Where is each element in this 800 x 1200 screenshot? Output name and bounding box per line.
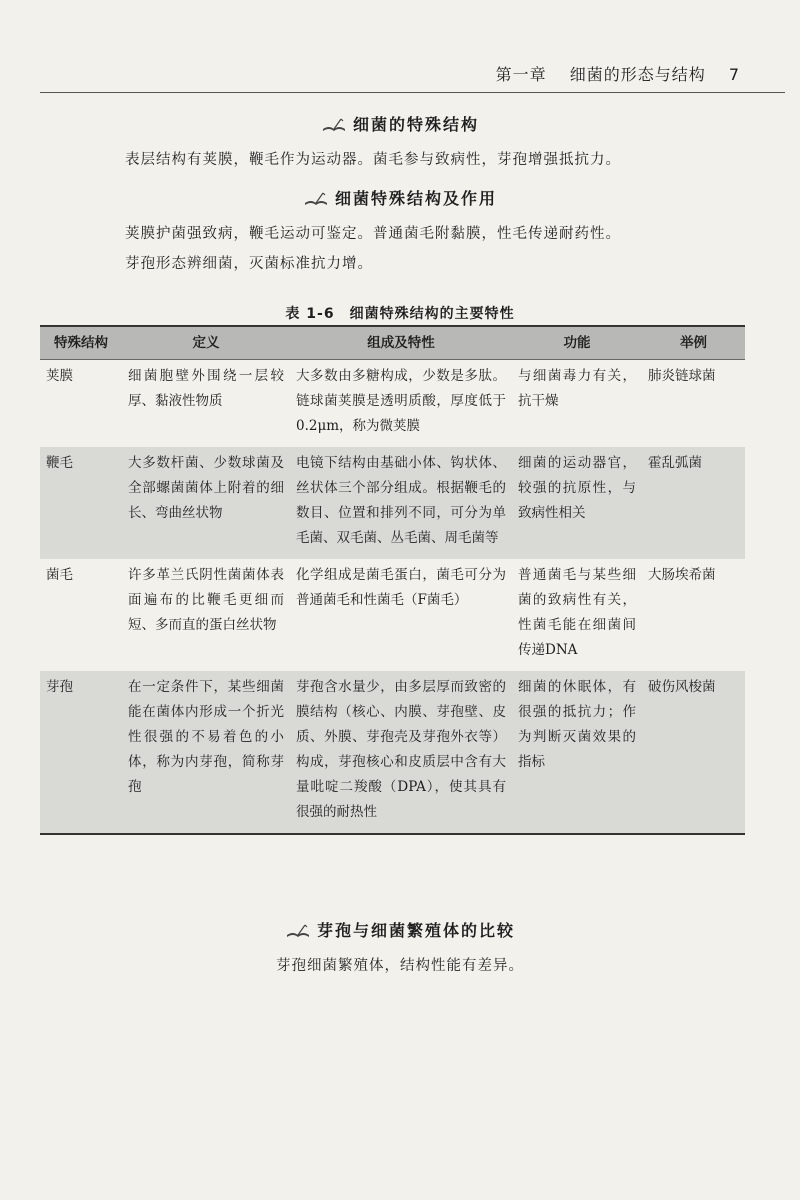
table-cell: 荚膜 bbox=[46, 368, 73, 384]
column-header: 特殊结构 bbox=[40, 326, 122, 360]
table-cell: 大多数杆菌、少数球菌及全部螺菌菌体上附着的细长、弯曲丝状物 bbox=[122, 447, 290, 559]
table-cell: 芽孢 bbox=[40, 671, 122, 834]
table-cell: 普通菌毛与某些细菌的致病性有关，性菌毛能在细菌间传递DNA bbox=[518, 567, 636, 658]
table-cell: 与细菌毒力有关，抗干燥 bbox=[518, 368, 636, 409]
column-header: 举例 bbox=[642, 326, 745, 360]
table-caption: 表 1-6 细菌特殊结构的主要特性 bbox=[285, 306, 515, 322]
page-header bbox=[40, 62, 740, 85]
table-cell: 电镜下结构由基础小体、钩状体、丝状体三个部分组成。根据鞭毛的数目、位置和排列不同，可分为单毛菌、双毛菌、丛毛菌、周毛菌等 bbox=[290, 447, 512, 559]
table-cell: 大多数由多糖构成，少数是多肽。链球菌荚膜是透明质酸，厚度低于0.2μm，称为微荚膜 bbox=[296, 368, 506, 434]
column-header: 功能 bbox=[512, 326, 642, 360]
table-cell: 细菌的休眠体，有很强的抵抗力；作为判断灭菌效果的指标 bbox=[512, 671, 642, 834]
table-cell: 芽孢含水量少，由多层厚而致密的膜结构（核心、内膜、芽孢壁、皮质、外膜、芽孢壳及芽孢外衣等）构成，芽孢核心和皮质层中含有大量吡啶二羧酸（DPA），使其具有很强的耐热性 bbox=[290, 671, 512, 834]
table-cell: 破伤风梭菌 bbox=[642, 671, 745, 834]
header-rule bbox=[40, 92, 785, 93]
table-row bbox=[40, 671, 745, 834]
table-cell: 菌毛 bbox=[46, 567, 73, 583]
table-cell: 许多革兰氏阴性菌菌体表面遍布的比鞭毛更细而短、多而直的蛋白丝状物 bbox=[128, 567, 284, 633]
table-cell: 霍乱弧菌 bbox=[642, 447, 745, 559]
table-row bbox=[40, 447, 745, 559]
chapter-number: 第一章 bbox=[495, 65, 547, 84]
table-row bbox=[40, 360, 745, 448]
table-cell: 鞭毛 bbox=[40, 447, 122, 559]
section-title: 细菌的特殊结构 bbox=[0, 112, 800, 135]
table-cell: 细菌的运动器官，较强的抗原性，与致病性相关 bbox=[512, 447, 642, 559]
verse-line: 芽孢细菌繁殖体，结构性能有差异。 bbox=[276, 958, 524, 974]
open-book-icon bbox=[321, 117, 347, 133]
properties-table bbox=[40, 325, 745, 835]
table-cell: 肺炎链球菌 bbox=[648, 368, 716, 384]
chapter-title: 细菌的形态与结构 bbox=[569, 65, 706, 84]
section-title: 芽孢与细菌繁殖体的比较 bbox=[0, 918, 800, 941]
table-cell: 细菌胞壁外围绕一层较厚、黏液性物质 bbox=[128, 368, 284, 409]
table-cell: 在一定条件下，某些细菌能在菌体内形成一个折光性很强的不易着色的小体，称为内芽孢，简称芽孢 bbox=[122, 671, 290, 834]
verse-line: 芽孢形态辨细菌，灭菌标准抗力增。 bbox=[125, 256, 373, 272]
table-header-row bbox=[40, 326, 745, 360]
open-book-icon bbox=[303, 191, 329, 207]
column-header: 定义 bbox=[122, 326, 290, 360]
table-cell: 大肠埃希菌 bbox=[648, 567, 716, 583]
verse-line: 表层结构有荚膜，鞭毛作为运动器。菌毛参与致病性，芽孢增强抵抗力。 bbox=[125, 152, 621, 168]
page-number: 7 bbox=[728, 65, 740, 84]
section-title: 细菌特殊结构及作用 bbox=[0, 186, 800, 209]
table-row bbox=[40, 559, 745, 671]
table-cell: 化学组成是菌毛蛋白，菌毛可分为普通菌毛和性菌毛（F菌毛） bbox=[296, 567, 506, 608]
open-book-icon bbox=[285, 923, 311, 939]
verse-line: 荚膜护菌强致病，鞭毛运动可鉴定。普通菌毛附黏膜，性毛传递耐药性。 bbox=[125, 226, 621, 242]
column-header: 组成及特性 bbox=[290, 326, 512, 360]
